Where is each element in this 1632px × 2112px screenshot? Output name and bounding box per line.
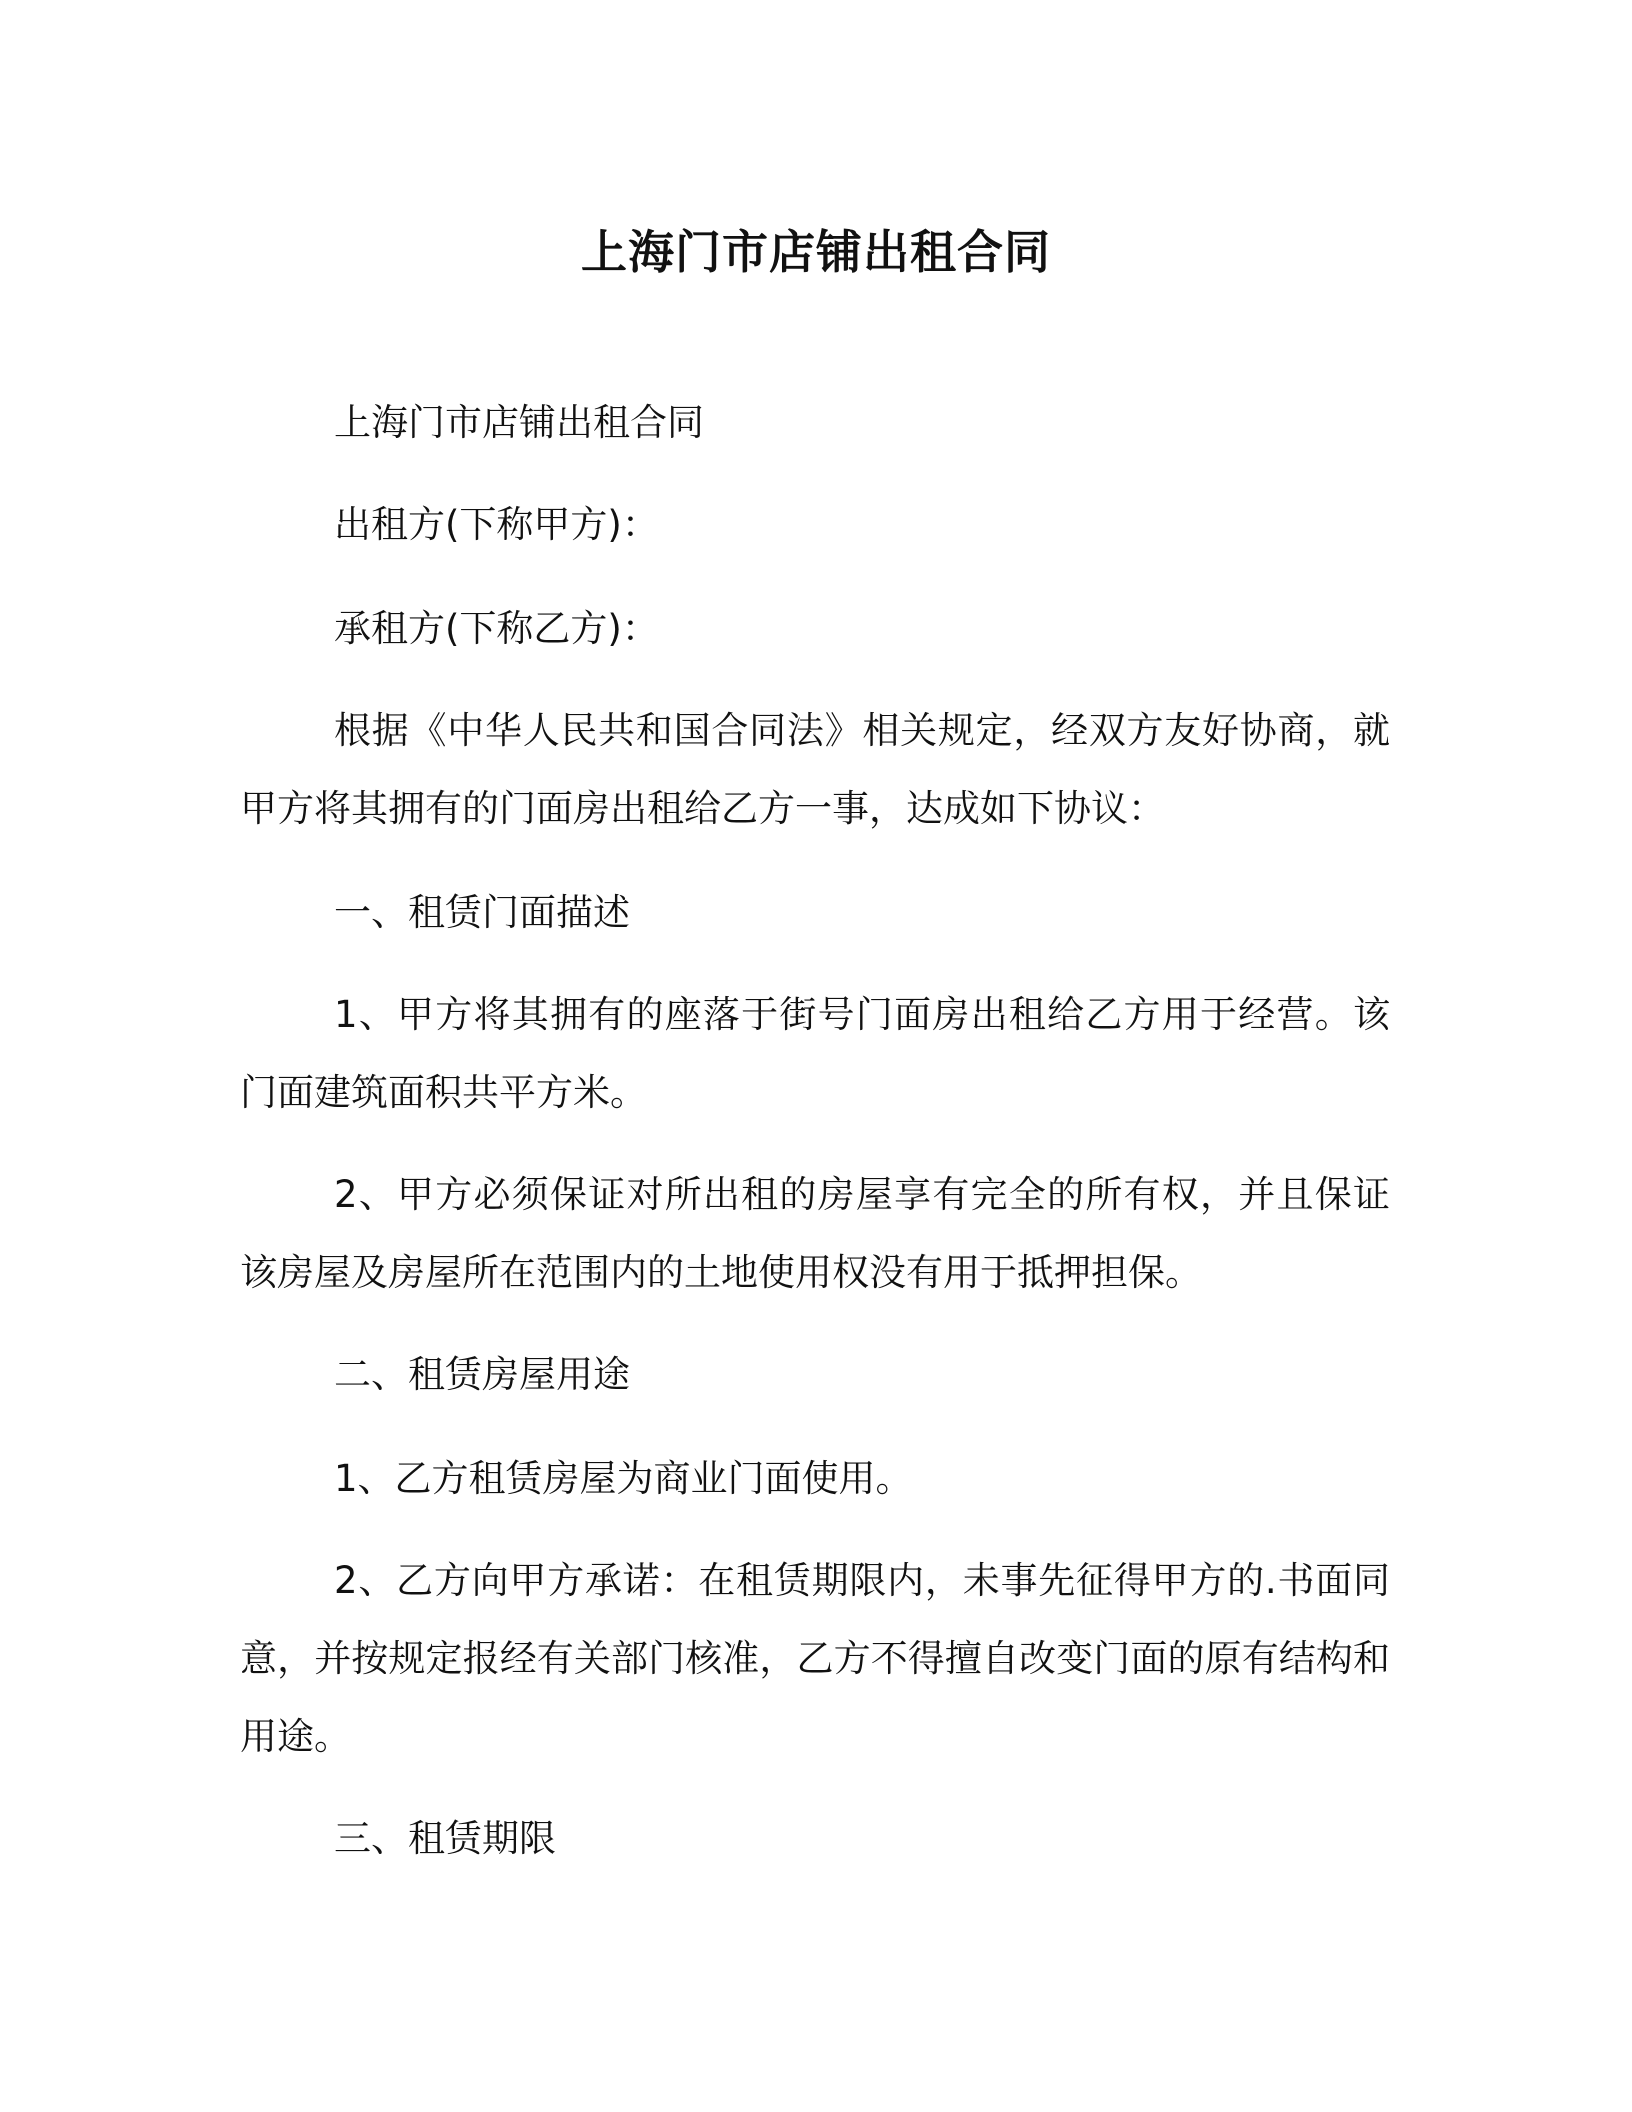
document-title: 上海门市店铺出租合同 [581,225,1051,279]
paragraph-subtitle: 上海门市店铺出租合同 [334,401,704,444]
paragraph-lessee: 承租方(下称乙方)： [334,607,659,650]
clause-2-2: 2、乙方向甲方承诺：在租赁期限内，未事先征得甲方的.书面同意，并按规定报经有关部门核准，乙方不得擅自改变门面的原有结构和用途。 [240,1559,1390,1758]
section-heading-3: 三、租赁期限 [334,1817,556,1860]
section-heading-1: 一、租赁门面描述 [334,891,630,934]
clause-2-1: 1、乙方租赁房屋为商业门面使用。 [334,1457,913,1500]
clause-1-1: 1、甲方将其拥有的座落于街号门面房出租给乙方用于经营。该门面建筑面积共平方米。 [240,993,1390,1114]
clause-1-2: 2、甲方必须保证对所出租的房屋享有完全的所有权，并且保证该房屋及房屋所在范围内的土地使用权没有用于抵押担保。 [240,1173,1390,1294]
paragraph-preamble: 根据《中华人民共和国合同法》相关规定，经双方友好协商，就甲方将其拥有的门面房出租给乙方一事，达成如下协议： [240,709,1390,830]
section-heading-2: 二、租赁房屋用途 [334,1353,630,1396]
paragraph-lessor: 出租方(下称甲方)： [334,503,659,546]
